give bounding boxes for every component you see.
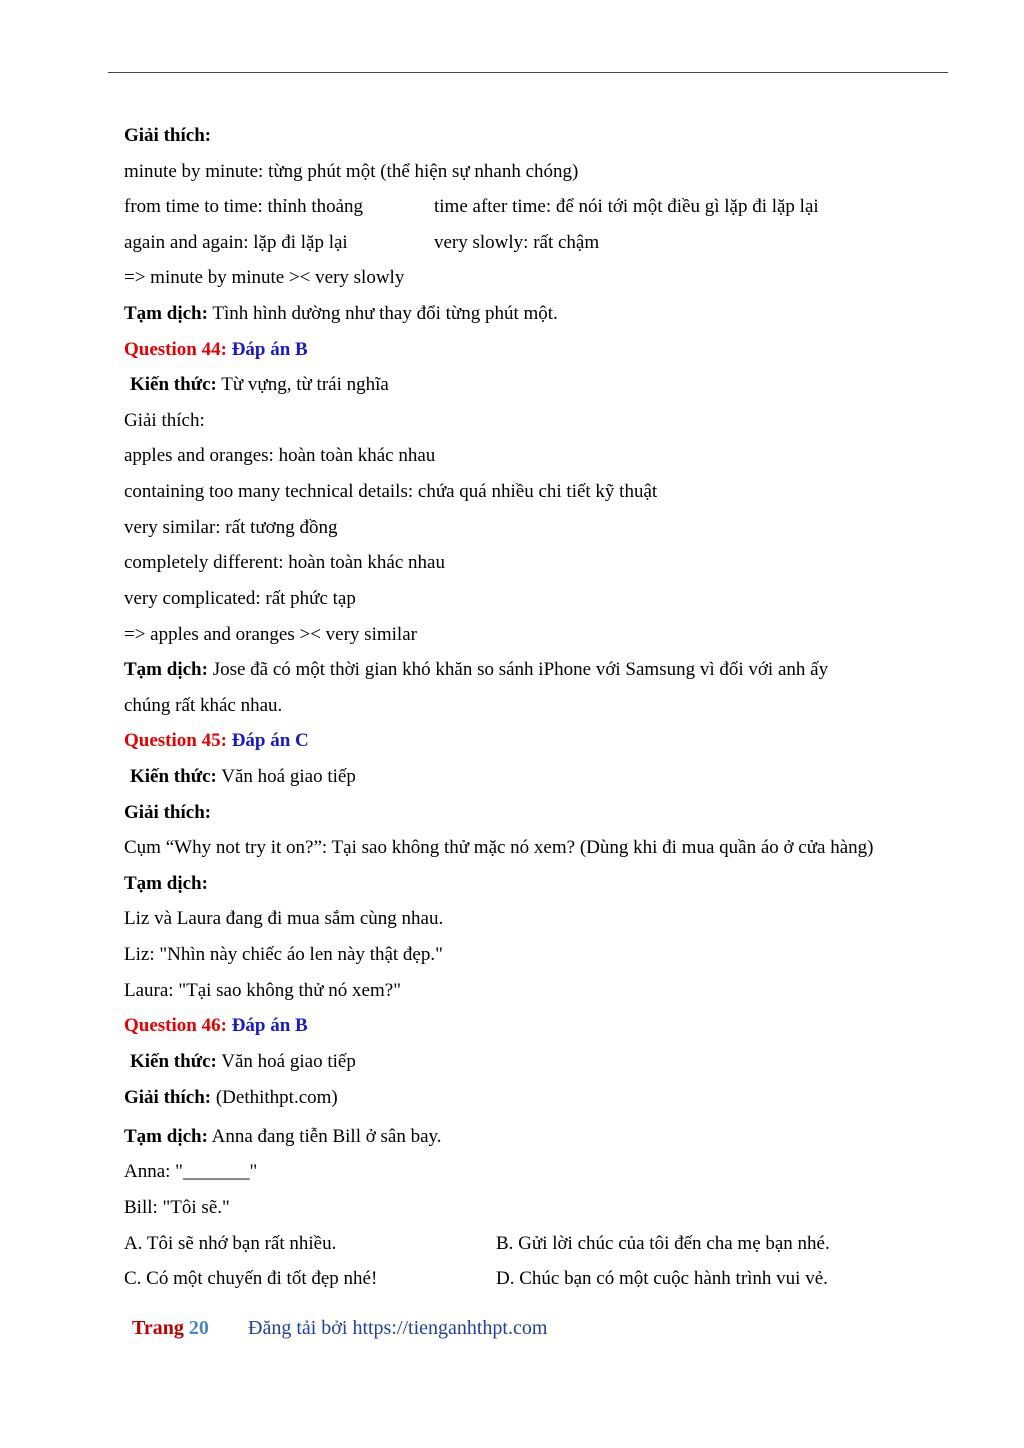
question-45-heading [124,729,309,753]
question-label: Question 44: [124,339,227,360]
footer-site-link[interactable]: Đăng tải bởi https://tienganhthpt.com [248,1317,548,1339]
text-line: Anna: "_______" [124,1161,258,1182]
answer-label: Đáp án C [226,730,309,751]
question-label: Question 45: [124,730,227,751]
text-line: => minute by minute >< very slowly [124,267,405,288]
text-line: very complicated: rất phức tạp [124,588,356,609]
text-line: Laura: "Tại sao không thử nó xem?" [124,980,401,1001]
label: Kiến thức: [130,1051,217,1072]
knowledge-line [130,765,356,789]
text-line: very similar: rất tương đồng [124,517,338,538]
text-line: minute by minute: từng phút một (thể hiện sự nhanh chóng) [124,161,579,182]
text: Jose đã có một thời gian khó khăn so sánh iPhone với Samsung vì đối với anh ấy [207,659,829,680]
option-d: D. Chúc bạn có một cuộc hành trình vui vẻ. [496,1268,828,1289]
heading-giai-thich: Giải thích: [124,802,212,823]
translation-line [124,658,828,682]
question-label: Question 46: [124,1015,227,1036]
heading-giai-thich: Giải thích: [124,125,212,146]
text: Anna đang tiễn Bill ở sân bay. [207,1126,442,1147]
page-footer-number [132,1316,209,1340]
option-c: C. Có một chuyến đi tốt đẹp nhé! [124,1268,378,1289]
text-cell: time after time: để nói tới một điều gì lặp đi lặp lại [434,196,819,217]
text-cell: from time to time: thỉnh thoảng [124,196,364,217]
translation-line [124,1125,442,1149]
knowledge-line [130,373,389,397]
header-rule [108,72,948,73]
option-a: A. Tôi sẽ nhớ bạn rất nhiều. [124,1233,337,1254]
text-cell: again and again: lặp đi lặp lại [124,232,348,253]
page-number: 20 [188,1317,209,1339]
text-line: Liz: "Nhìn này chiếc áo len này thật đẹp." [124,944,443,965]
translation-line [124,302,558,326]
label: Giải thích: [124,1087,212,1108]
text-line-pair [124,195,819,219]
answer-label: Đáp án B [226,339,308,360]
text-line: Giải thích: [124,410,205,431]
text-line: apples and oranges: hoàn toàn khác nhau [124,445,436,466]
text: (Dethithpt.com) [211,1087,338,1108]
label: Kiến thức: [130,374,217,395]
text-line: Bill: "Tôi sẽ." [124,1197,230,1218]
page-label: Trang [132,1317,184,1339]
option-row [124,1267,828,1291]
heading-tam-dich: Tạm dịch: [124,873,208,894]
option-b: B. Gửi lời chúc của tôi đến cha mẹ bạn nhé. [496,1233,830,1254]
text-line-pair [124,231,600,255]
label: Kiến thức: [130,766,217,787]
explanation-line [124,1086,338,1110]
text-line: completely different: hoàn toàn khác nhau [124,552,445,573]
text-line: Cụm “Why not try it on?”: Tại sao không thử mặc nó xem? (Dùng khi đi mua quần áo ở cửa hàng) [124,837,874,858]
text: Tình hình dường như thay đổi từng phút một. [207,303,558,324]
text: Văn hoá giao tiếp [216,766,356,787]
label: Tạm dịch: [124,303,208,324]
text-line: Liz và Laura đang đi mua sắm cùng nhau. [124,908,444,929]
text: Văn hoá giao tiếp [216,1051,356,1072]
label: Tạm dịch: [124,659,208,680]
question-44-heading [124,338,308,362]
text-line: chúng rất khác nhau. [124,695,283,716]
text: Từ vựng, từ trái nghĩa [216,374,389,395]
answer-label: Đáp án B [226,1015,308,1036]
text-line: => apples and oranges >< very similar [124,624,417,645]
text-line: containing too many technical details: chứa quá nhiều chi tiết kỹ thuật [124,481,658,502]
question-46-heading [124,1014,308,1038]
knowledge-line [130,1050,356,1074]
label: Tạm dịch: [124,1126,208,1147]
option-row [124,1232,830,1256]
text-cell: very slowly: rất chậm [434,232,600,253]
